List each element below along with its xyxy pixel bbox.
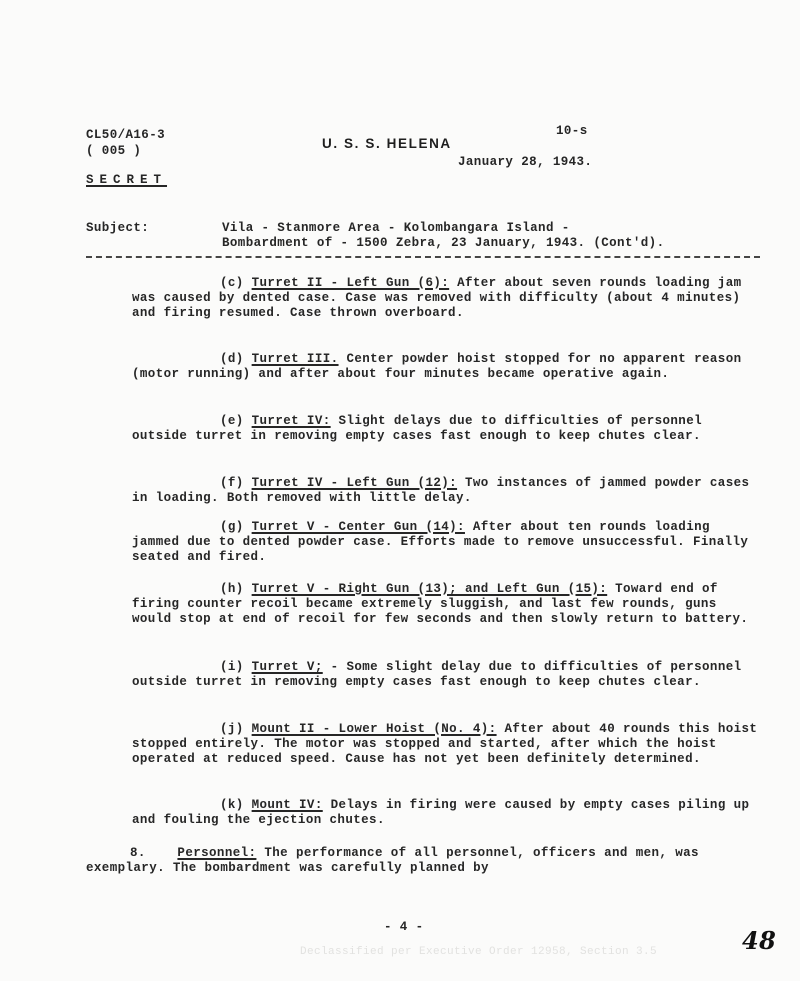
item-title: Mount II - Lower Hoist (No. 4): xyxy=(251,722,497,736)
item-title: Turret V; xyxy=(251,660,323,674)
item-body: Delays in firing were caused by empty cases piling up and fouling the ejection chutes. xyxy=(132,798,750,827)
item-body: After about 40 rounds this hoist stopped entirely. The motor was stopped and started, after which the hoist operated at reduced speed. Cause has not yet been definitely determined. xyxy=(132,722,758,766)
list-item: (i) Turret V; - Some slight delay due to difficulties of personnel outside turret in removing empty cases fast enough to keep chutes clear. xyxy=(132,660,742,689)
list-item: (k) Mount IV: Delays in firing were caused by empty cases piling up and fouling the ejection chutes. xyxy=(132,798,750,827)
item-title: Turret V - Right Gun (13); and Left Gun (15): xyxy=(251,582,608,596)
file-code-2: ( 005 ) xyxy=(86,144,142,158)
item-title: Turret III. xyxy=(251,352,339,366)
document-number: 10-s xyxy=(556,124,588,138)
item-body: Toward end of firing counter recoil became extremely sluggish, and last few rounds, guns would stop at end of recoil for few seconds and then slowly return to battery. xyxy=(132,582,749,626)
list-item: (f) Turret IV - Left Gun (12): Two instances of jammed powder cases in loading. Both removed with little delay. xyxy=(132,476,750,505)
list-item: (h) Turret V - Right Gun (13); and Left Gun (15): Toward end of firing counter recoil became extremely sluggish, and last few rounds, guns would stop at end of recoil for few seconds and then slowly return to battery. xyxy=(132,582,749,626)
document-date: January 28, 1943. xyxy=(458,155,593,169)
item-body: After about seven rounds loading jam was caused by dented case. Case was removed with difficulty (about 4 minutes) and firing resumed. Case thrown overboard. xyxy=(132,276,742,320)
list-item: (d) Turret III. Center powder hoist stopped for no apparent reason (motor running) and after about four minutes became operative again. xyxy=(132,352,742,381)
section-8-paragraph xyxy=(86,846,760,876)
section-title: Personnel: xyxy=(177,846,257,860)
subject-divider xyxy=(86,256,760,258)
list-item: (e) Turret IV: Slight delays due to difficulties of personnel outside turret in removing empty cases fast enough to keep chutes clear. xyxy=(132,414,703,443)
item-title: Mount IV: xyxy=(251,798,323,812)
declassification-note: Declassified per Executive Order 12958, Section 3.5 xyxy=(300,946,658,958)
file-code-1: CL50/A16-3 xyxy=(86,128,166,142)
item-body: After about ten rounds loading jammed due to dented powder case. Efforts made to remove unsuccessful. Finally seated and fired. xyxy=(132,520,749,564)
list-item: (g) Turret V - Center Gun (14): After about ten rounds loading jammed due to dented powder case. Efforts made to remove unsuccessful. Finally seated and fired. xyxy=(132,520,749,564)
list-item: (c) Turret II - Left Gun (6): After about seven rounds loading jam was caused by dented case. Case was removed with difficulty (about 4 minutes) and firing resumed. Case thrown overboard. xyxy=(132,276,742,320)
classification-mark: SECRET xyxy=(86,173,168,187)
item-title: Turret II - Left Gun (6): xyxy=(251,276,450,290)
ship-name-title: U. S. S. HELENA xyxy=(322,136,452,151)
item-body: Center powder hoist stopped for no apparent reason (motor running) and after about four minutes became operative again. xyxy=(132,352,742,381)
subject-line-2: Bombardment of - 1500 Zebra, 23 January, 1943. (Cont'd). xyxy=(222,236,665,250)
list-item: (j) Mount II - Lower Hoist (No. 4): After about 40 rounds this hoist stopped entirely. The motor was stopped and started, after which the hoist operated at reduced speed. Cause has not yet been definitely determined. xyxy=(132,722,758,766)
subject-label: Subject: xyxy=(86,221,150,235)
handwritten-page-number: 48 xyxy=(742,926,777,955)
page-number: - 4 - xyxy=(384,920,424,934)
section-number: 8. xyxy=(130,846,146,860)
item-title: Turret V - Center Gun (14): xyxy=(251,520,465,534)
item-body: Slight delays due to difficulties of personnel outside turret in removing empty cases fast enough to keep chutes clear. xyxy=(132,414,703,443)
subject-line-1: Vila - Stanmore Area - Kolombangara Island - xyxy=(222,221,570,235)
item-title: Turret IV - Left Gun (12): xyxy=(251,476,458,490)
item-body: Two instances of jammed powder cases in loading. Both removed with little delay. xyxy=(132,476,750,505)
item-title: Turret IV: xyxy=(251,414,331,428)
section-body: The performance of all personnel, officers and men, was exemplary. The bombardment was carefully planned by xyxy=(86,846,699,875)
item-body: - Some slight delay due to difficulties of personnel outside turret in removing empty cases fast enough to keep chutes clear. xyxy=(132,660,742,689)
